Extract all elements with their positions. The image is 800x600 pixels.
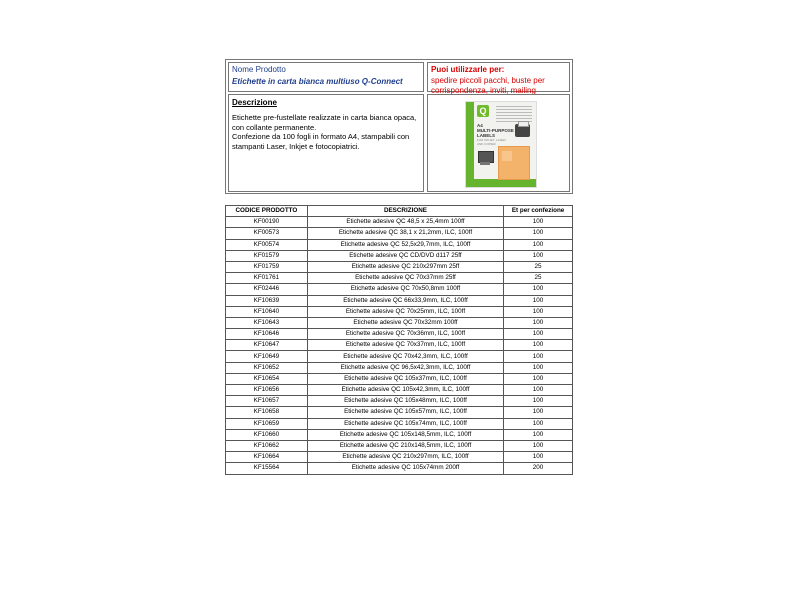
description-cell [228,94,424,192]
table-row [226,373,573,384]
table-row [226,351,573,362]
table-row [226,452,573,463]
cell-code: KF10664 [226,452,308,463]
table-row [226,317,573,328]
cell-quantity: 25 [504,261,573,272]
cell-description: Etichette adesive QC 105x148,5mm, ILC, 100ff [307,429,503,440]
header-description: DESCRIZIONE [307,206,503,217]
product-name-cell [228,62,424,92]
table-header-row [226,206,573,217]
cell-description: Etichette adesive QC 70x50,8mm 100ff [307,284,503,295]
uses-title: Puoi utilizzarle per: [431,65,505,74]
table-row [226,429,573,440]
cell-code: KF10657 [226,396,308,407]
box-title: A4 MULTI-PURPOSE LABELS [477,123,514,138]
cell-quantity: 100 [504,418,573,429]
cell-code: KF01761 [226,273,308,284]
cell-description: Etichette adesive QC 70x37mm 25ff [307,273,503,284]
table-row [226,362,573,373]
cell-quantity: 100 [504,329,573,340]
cell-quantity: 100 [504,351,573,362]
table-row [226,340,573,351]
table-row [226,250,573,261]
description-text: Etichette pre-fustellate realizzate in carta bianca opaca, con collante permanente. Confezione da 100 fogli in formato A4, stampabili con stampanti Laser, Inkjet e fotocopiatrici. [232,113,417,151]
table-row [226,273,573,284]
cell-description: Etichette adesive QC 105x48mm, ILC, 100ff [307,396,503,407]
cell-quantity: 100 [504,373,573,384]
uses-text: spedire piccoli pacchi, buste per corrispondenza, inviti, mailing [431,76,545,95]
cell-quantity: 100 [504,385,573,396]
cell-code: KF00574 [226,239,308,250]
header-code: CODICE PRODOTTO [226,206,308,217]
table-row [226,463,573,474]
product-table [225,205,573,475]
box-green-bottom [466,179,536,187]
cell-description: Etichette adesive QC 70x32mm 100ff [307,317,503,328]
cell-code: KF10646 [226,329,308,340]
cell-quantity: 100 [504,228,573,239]
cell-code: KF10640 [226,306,308,317]
cell-description: Etichette adesive QC 70x37mm, ILC, 100ff [307,340,503,351]
table-row [226,440,573,451]
cell-code: KF10649 [226,351,308,362]
product-info-box [225,59,573,194]
monitor-base-icon [480,162,490,165]
box-green-stripe [466,102,474,187]
printer-icon [515,124,530,137]
table-row [226,261,573,272]
cell-quantity: 200 [504,463,573,474]
cell-quantity: 100 [504,452,573,463]
cell-code: KF00573 [226,228,308,239]
cell-quantity: 25 [504,273,573,284]
product-name-label: Nome Prodotto [232,65,286,74]
product-image-cell [427,94,570,192]
cell-quantity: 100 [504,429,573,440]
cell-code: KF10654 [226,373,308,384]
table-row [226,329,573,340]
cell-code: KF10652 [226,362,308,373]
cell-description: Etichette adesive QC 48,5 x 25,4mm 100ff [307,217,503,228]
cell-code: KF10647 [226,340,308,351]
cell-description: Etichette adesive QC 105x37mm, ILC, 100ff [307,373,503,384]
cell-code: KF10639 [226,295,308,306]
product-box-image [465,101,537,188]
cell-quantity: 100 [504,306,573,317]
cell-description: Etichette adesive QC 210x297mm, ILC, 100ff [307,452,503,463]
cell-quantity: 100 [504,440,573,451]
cell-code: KF10643 [226,317,308,328]
cell-quantity: 100 [504,362,573,373]
cell-code: KF10656 [226,385,308,396]
cell-code: KF01579 [226,250,308,261]
cell-description: Etichette adesive QC 105x74mm, ILC, 100ff [307,418,503,429]
cell-description: Etichette adesive QC 96,5x42,3mm, ILC, 100ff [307,362,503,373]
description-title: Descrizione [232,98,277,107]
table-row [226,217,573,228]
table-row [226,228,573,239]
cell-description: Etichette adesive QC 210x148,5mm, ILC, 100ff [307,440,503,451]
cell-code: KF15564 [226,463,308,474]
cell-quantity: 100 [504,407,573,418]
cell-quantity: 100 [504,295,573,306]
cell-code: KF10658 [226,407,308,418]
header-quantity: Et per confezione [504,206,573,217]
cell-description: Etichette adesive QC 38,1 x 21,2mm, ILC, 100ff [307,228,503,239]
table-row [226,295,573,306]
table-row [226,306,573,317]
table-row [226,396,573,407]
table-row [226,385,573,396]
cell-code: KF10662 [226,440,308,451]
box-subtitle: FOR INKJET, LASER AND COPIER [477,138,506,146]
table-row [226,239,573,250]
cell-quantity: 100 [504,317,573,328]
cell-quantity: 100 [504,284,573,295]
q-connect-logo: Q [477,105,489,117]
cell-description: Etichette adesive QC CD/DVD d117 25ff [307,250,503,261]
table-row [226,407,573,418]
cell-code: KF10660 [226,429,308,440]
cell-code: KF10659 [226,418,308,429]
cell-quantity: 100 [504,396,573,407]
cell-quantity: 100 [504,217,573,228]
cell-description: Etichette adesive QC 70x42,3mm, ILC, 100ff [307,351,503,362]
cell-code: KF00190 [226,217,308,228]
cell-description: Etichette adesive QC 70x25mm, ILC, 100ff [307,306,503,317]
cell-code: KF02446 [226,284,308,295]
table-row [226,284,573,295]
cell-quantity: 100 [504,239,573,250]
label-sheet-icon [498,146,530,180]
cell-description: Etichette adesive QC 105x42,3mm, ILC, 100ff [307,385,503,396]
table-row [226,418,573,429]
cell-description: Etichette adesive QC 70x36mm, ILC, 100ff [307,329,503,340]
cell-quantity: 100 [504,250,573,261]
cell-quantity: 100 [504,340,573,351]
cell-description: Etichette adesive QC 52,5x29,7mm, ILC, 100ff [307,239,503,250]
cell-description: Etichette adesive QC 66x33,9mm, ILC, 100ff [307,295,503,306]
cell-description: Etichette adesive QC 105x74mm 200ff [307,463,503,474]
cell-description: Etichette adesive QC 105x57mm, ILC, 100ff [307,407,503,418]
product-name: Etichette in carta bianca multiuso Q-Connect [232,77,403,86]
product-uses-cell [427,62,570,95]
cell-description: Etichette adesive QC 210x297mm 25ff [307,261,503,272]
cell-code: KF01759 [226,261,308,272]
